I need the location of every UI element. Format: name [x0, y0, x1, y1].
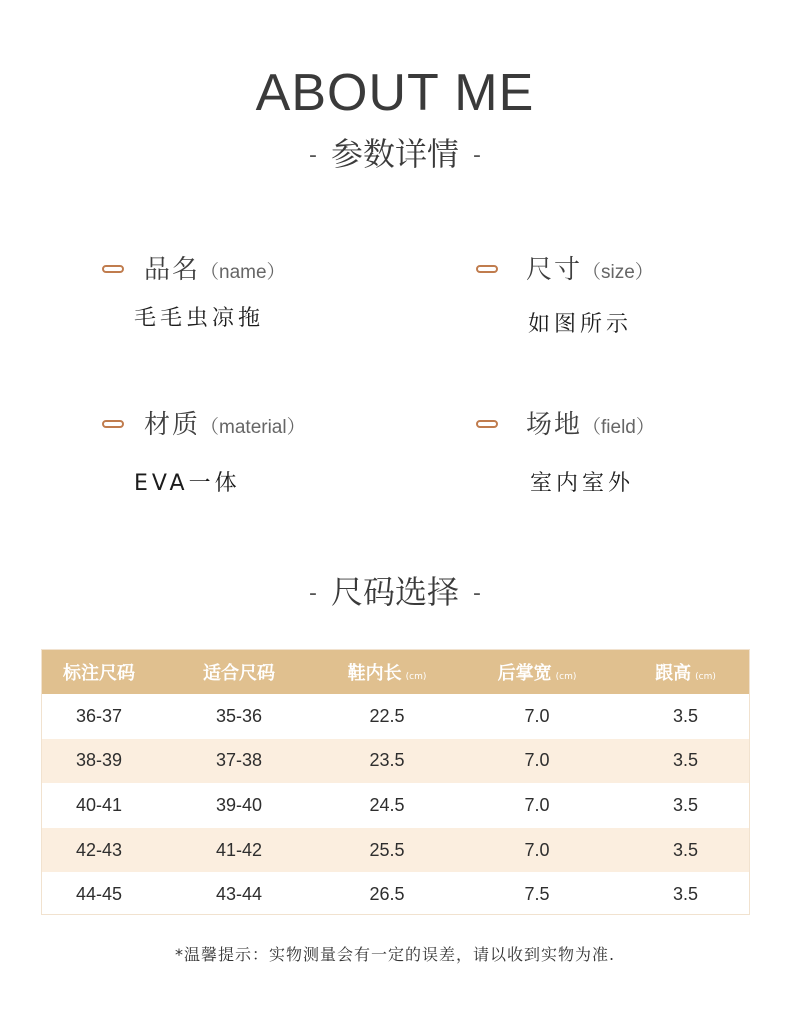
header-cell	[157, 649, 321, 694]
table-row	[41, 783, 750, 828]
header-label: 适合尺码	[203, 662, 275, 684]
param-material	[102, 408, 462, 518]
header-cell	[621, 649, 750, 694]
table-cell: 7.0	[453, 783, 621, 828]
param-label-zh: 场地	[526, 410, 583, 440]
pill-icon	[476, 265, 498, 273]
warm-tip-note: *温馨提示：实物测量会有一定的误差，请以收到实物为准.	[174, 945, 616, 964]
param-label-en: （material）	[200, 417, 306, 438]
table-cell: 3.5	[621, 872, 750, 917]
table-cell: 26.5	[321, 872, 453, 917]
param-size	[476, 253, 790, 363]
table-cell: 44-45	[41, 872, 157, 917]
table-cell: 22.5	[321, 694, 453, 739]
param-field	[476, 408, 790, 518]
header-label: 跟高	[655, 662, 692, 684]
header-unit: (cm)	[695, 671, 716, 682]
header-label: 鞋内长	[347, 662, 402, 684]
param-value: 毛毛虫凉拖	[134, 306, 265, 331]
table-cell: 3.5	[621, 783, 750, 828]
params-heading: 参数详情	[330, 135, 459, 173]
table-cell: 36-37	[41, 694, 157, 739]
dash-right: -	[473, 581, 481, 606]
param-value: 室内室外	[530, 471, 635, 496]
header-label: 标注尺码	[63, 662, 135, 684]
table-row	[41, 739, 750, 784]
table-cell: 23.5	[321, 739, 453, 784]
table-cell: 40-41	[41, 783, 157, 828]
param-name	[102, 253, 462, 363]
pill-icon	[102, 265, 124, 273]
table-cell: 25.5	[321, 828, 453, 873]
table-header-row	[41, 649, 750, 694]
pill-icon	[476, 420, 498, 428]
table-row	[41, 694, 750, 739]
subtitle-params	[0, 132, 790, 178]
table-cell: 39-40	[157, 783, 321, 828]
table-cell: 3.5	[621, 828, 750, 873]
param-label	[144, 253, 286, 287]
param-label	[526, 408, 655, 442]
param-value: 如图所示	[528, 312, 633, 337]
table-cell: 35-36	[157, 694, 321, 739]
size-heading: 尺码选择	[330, 573, 459, 611]
table-cell: 42-43	[41, 828, 157, 873]
table-cell: 41-42	[157, 828, 321, 873]
param-value: EVA一体	[134, 471, 241, 496]
param-label-en: （size）	[582, 262, 654, 283]
table-cell: 38-39	[41, 739, 157, 784]
dash-left: -	[309, 581, 317, 606]
param-label	[526, 253, 654, 287]
dash-left: -	[309, 143, 317, 168]
subtitle-size-select	[0, 570, 790, 616]
table-row	[41, 872, 750, 917]
param-label-zh: 材质	[144, 410, 201, 440]
table-cell: 3.5	[621, 739, 750, 784]
param-label-zh: 品名	[144, 255, 201, 285]
header-unit: (cm)	[555, 671, 577, 682]
param-label	[144, 408, 306, 442]
table-cell: 7.5	[453, 872, 621, 917]
table-cell: 37-38	[157, 739, 321, 784]
pill-icon	[102, 420, 124, 428]
header-cell	[321, 649, 453, 694]
table-cell: 24.5	[321, 783, 453, 828]
page-title: ABOUT ME	[255, 64, 535, 122]
table-cell: 7.0	[453, 694, 621, 739]
table-row	[41, 828, 750, 873]
header-label: 后掌宽	[497, 662, 552, 684]
header-cell	[41, 649, 157, 694]
table-cell: 43-44	[157, 872, 321, 917]
param-label-en: （field）	[582, 417, 655, 438]
param-label-en: （name）	[200, 262, 286, 283]
header-cell	[453, 649, 621, 694]
header-unit: (cm)	[405, 671, 427, 682]
table-cell: 3.5	[621, 694, 750, 739]
table-cell: 7.0	[453, 739, 621, 784]
dash-right: -	[473, 143, 481, 168]
table-cell: 7.0	[453, 828, 621, 873]
param-label-zh: 尺寸	[526, 255, 583, 285]
size-table	[41, 649, 750, 917]
